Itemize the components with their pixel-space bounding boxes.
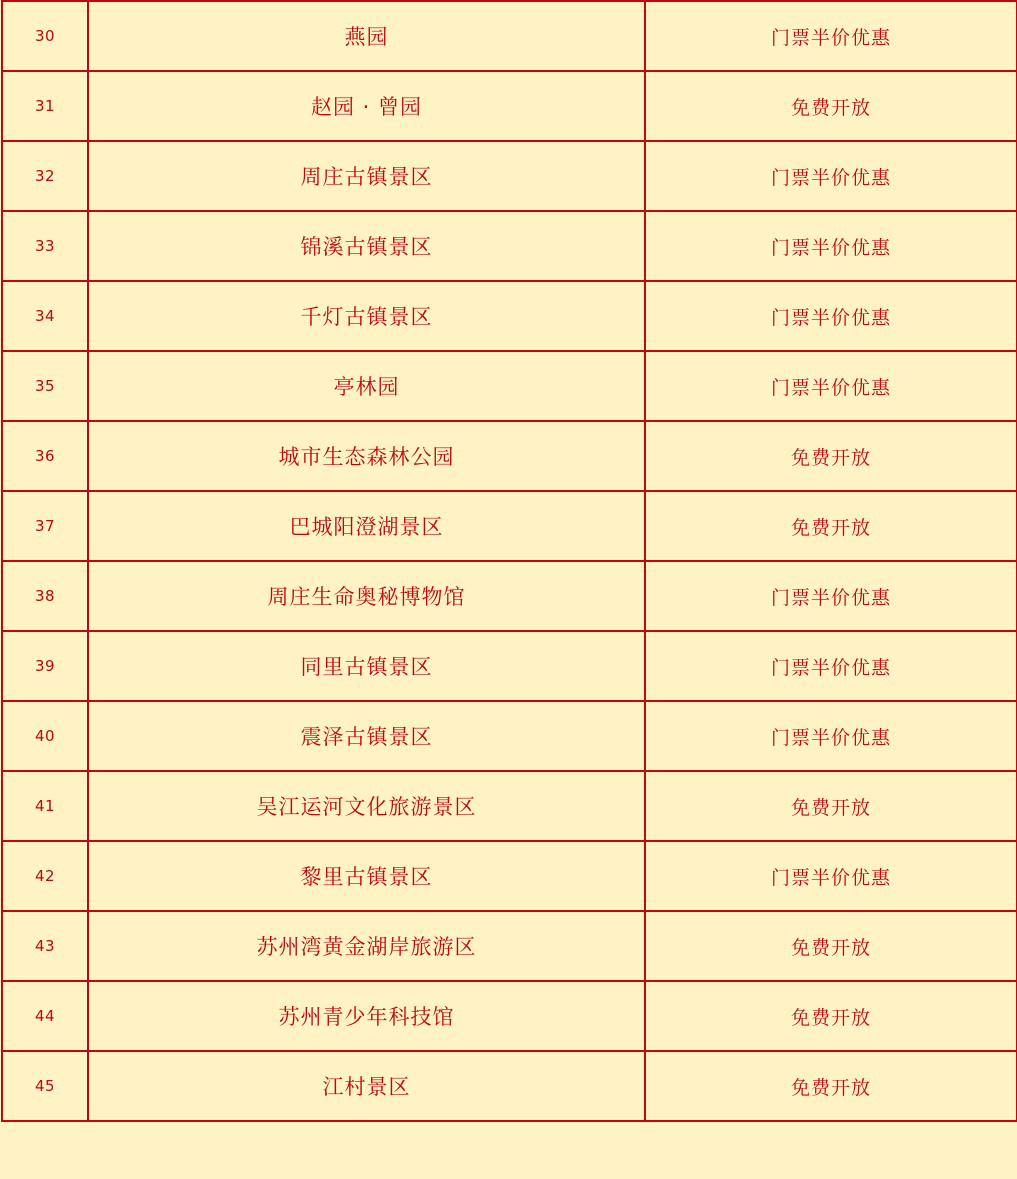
ticket-policy: 门票半价优惠 [645,141,1017,211]
ticket-policy: 免费开放 [645,981,1017,1051]
table-row [2,1,1017,71]
attraction-name: 城市生态森林公园 [88,421,645,491]
attraction-name: 锦溪古镇景区 [88,211,645,281]
attraction-name: 苏州青少年科技馆 [88,981,645,1051]
attraction-name: 燕园 [88,1,645,71]
row-number: 37 [2,491,88,561]
row-number: 36 [2,421,88,491]
attraction-name: 吴江运河文化旅游景区 [88,771,645,841]
table-row [2,561,1017,631]
table-row [2,491,1017,561]
attraction-name: 江村景区 [88,1051,645,1121]
table-row [2,841,1017,911]
row-number: 43 [2,911,88,981]
row-number: 40 [2,701,88,771]
row-number: 31 [2,71,88,141]
ticket-policy: 门票半价优惠 [645,351,1017,421]
attraction-name: 千灯古镇景区 [88,281,645,351]
ticket-policy: 门票半价优惠 [645,701,1017,771]
table-row [2,421,1017,491]
attraction-name: 巴城阳澄湖景区 [88,491,645,561]
ticket-policy: 免费开放 [645,491,1017,561]
table-row [2,211,1017,281]
table-row [2,281,1017,351]
table-row [2,771,1017,841]
row-number: 33 [2,211,88,281]
row-number: 30 [2,1,88,71]
attraction-name: 黎里古镇景区 [88,841,645,911]
attraction-name: 苏州湾黄金湖岸旅游区 [88,911,645,981]
ticket-policy: 门票半价优惠 [645,1,1017,71]
attraction-name: 周庄古镇景区 [88,141,645,211]
ticket-policy: 免费开放 [645,1051,1017,1121]
table-row [2,71,1017,141]
row-number: 35 [2,351,88,421]
table-row [2,1051,1017,1121]
row-number: 39 [2,631,88,701]
row-number: 45 [2,1051,88,1121]
table-row [2,141,1017,211]
ticket-policy: 门票半价优惠 [645,561,1017,631]
ticket-policy: 门票半价优惠 [645,281,1017,351]
row-number: 32 [2,141,88,211]
row-number: 44 [2,981,88,1051]
ticket-policy: 门票半价优惠 [645,841,1017,911]
table-row [2,911,1017,981]
ticket-policy: 门票半价优惠 [645,211,1017,281]
ticket-policy: 免费开放 [645,71,1017,141]
attraction-name: 震泽古镇景区 [88,701,645,771]
table-row [2,981,1017,1051]
ticket-policy: 免费开放 [645,421,1017,491]
attraction-name: 同里古镇景区 [88,631,645,701]
attraction-name: 周庄生命奥秘博物馆 [88,561,645,631]
attractions-table [1,0,1017,1122]
attractions-table-body [2,1,1017,1121]
table-row [2,351,1017,421]
row-number: 38 [2,561,88,631]
ticket-policy: 免费开放 [645,911,1017,981]
table-row [2,631,1017,701]
row-number: 41 [2,771,88,841]
attraction-name: 赵园 · 曾园 [88,71,645,141]
attraction-name: 亭林园 [88,351,645,421]
ticket-policy: 门票半价优惠 [645,631,1017,701]
ticket-policy: 免费开放 [645,771,1017,841]
row-number: 42 [2,841,88,911]
row-number: 34 [2,281,88,351]
table-row [2,701,1017,771]
